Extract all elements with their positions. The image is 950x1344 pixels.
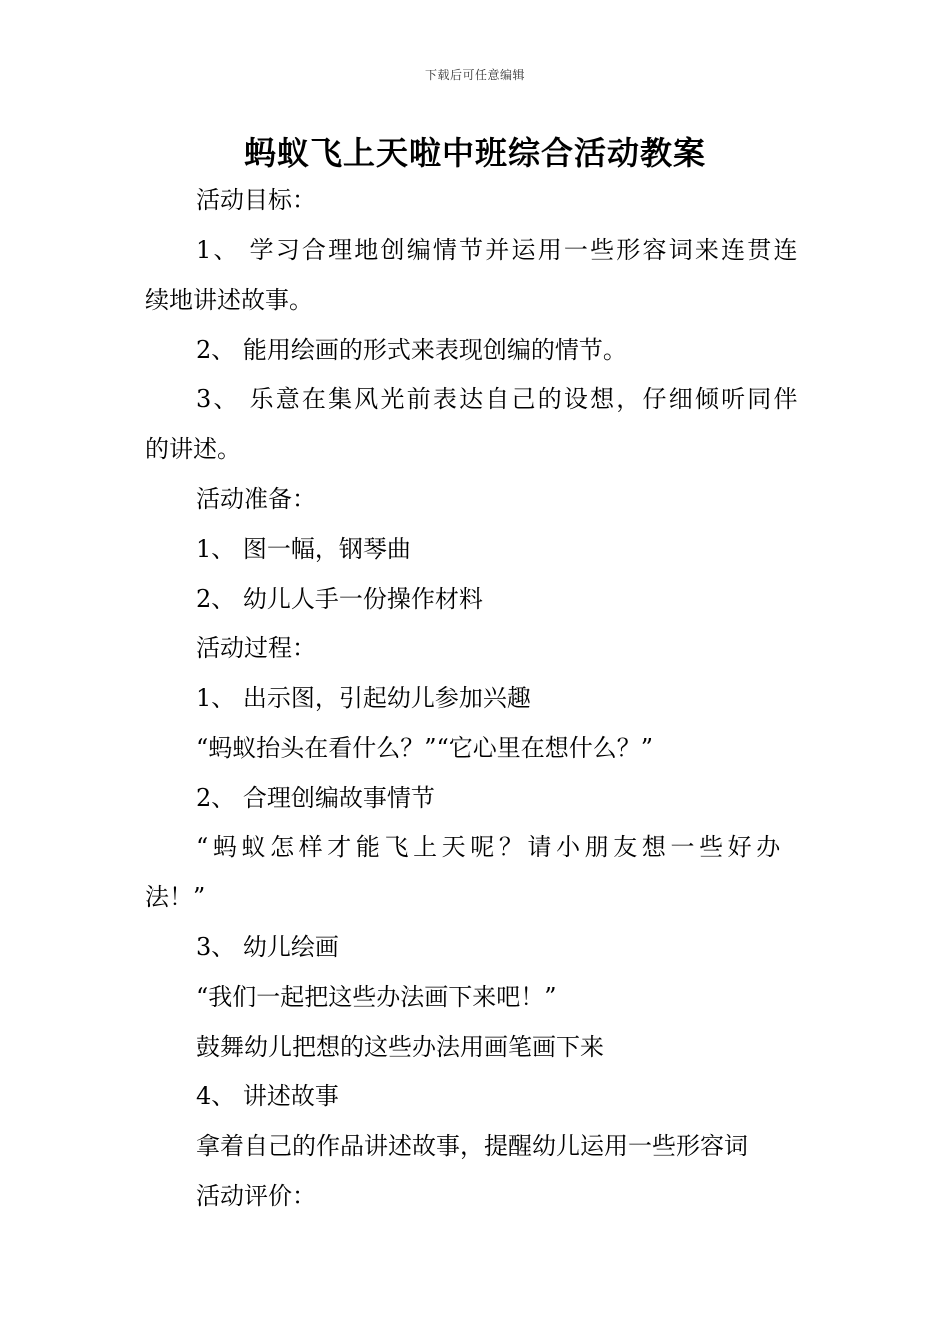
goal-item-2: 2、 能用绘画的形式来表现创编的情节。 <box>196 336 627 364</box>
document-title: 蚂蚁飞上天啦中班综合活动教案 <box>243 134 706 172</box>
process-quote-2-continued: 法！” <box>145 883 206 911</box>
process-quote-1: “蚂蚁抬头在看什么？”“它心里在想什么？” <box>196 734 654 762</box>
preparation-item-1: 1、 图一幅，钢琴曲 <box>196 535 411 563</box>
process-quote-3: “我们一起把这些办法画下来吧！” <box>196 983 557 1011</box>
process-text-1: 鼓舞幼儿把想的这些办法用画笔画下来 <box>196 1033 604 1061</box>
header-note: 下载后可任意编辑 <box>424 68 525 82</box>
section-heading-process: 活动过程： <box>196 634 316 662</box>
goal-item-1-continued: 续地讲述故事。 <box>145 286 313 314</box>
section-heading-preparation: 活动准备： <box>196 485 316 513</box>
section-heading-goals: 活动目标： <box>196 186 316 214</box>
goal-item-1: 1、 学习合理地创编情节并运用一些形容词来连贯连 <box>196 236 800 264</box>
process-item-1: 1、 出示图，引起幼儿参加兴趣 <box>196 684 531 712</box>
process-item-4: 4、 讲述故事 <box>196 1082 339 1110</box>
process-item-2: 2、 合理创编故事情节 <box>196 784 435 812</box>
section-heading-evaluation: 活动评价： <box>196 1182 316 1210</box>
process-text-2: 拿着自己的作品讲述故事，提醒幼儿运用一些形容词 <box>196 1132 748 1160</box>
process-item-3: 3、 幼儿绘画 <box>196 933 339 961</box>
goal-item-3-continued: 的讲述。 <box>145 435 241 463</box>
preparation-item-2: 2、 幼儿人手一份操作材料 <box>196 585 483 613</box>
goal-item-3: 3、 乐意在集风光前表达自己的设想，仔细倾听同伴 <box>196 385 800 413</box>
process-quote-2: “蚂蚁怎样才能飞上天呢？请小朋友想一些好办 <box>196 833 785 861</box>
